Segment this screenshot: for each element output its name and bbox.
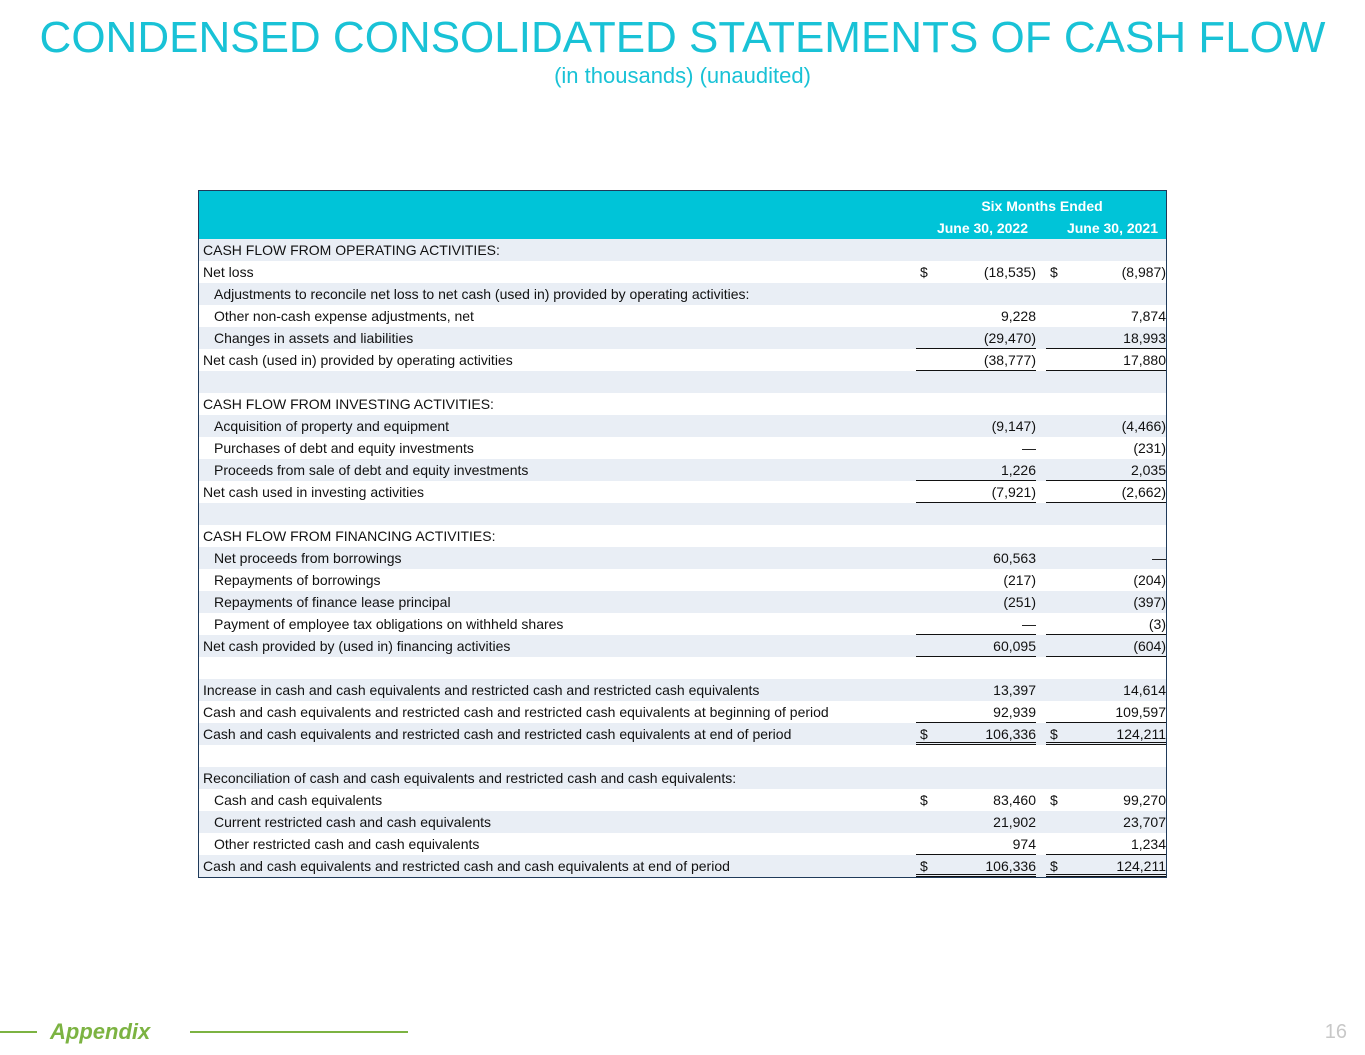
value-cell-2022 <box>916 547 1036 569</box>
row-label: Repayments of borrowings <box>214 572 381 588</box>
table-header <box>199 191 1166 239</box>
period-group-header: Six Months Ended <box>981 198 1103 214</box>
table-row <box>199 657 1166 679</box>
amount-value: (2,662) <box>1121 484 1166 500</box>
table-row <box>199 547 1166 569</box>
table-row <box>199 701 1166 723</box>
value-cell-2022 <box>916 349 1036 371</box>
table-row <box>199 591 1166 613</box>
value-cell-2021 <box>1046 481 1166 503</box>
table-row <box>199 349 1166 371</box>
row-label: Cash and cash equivalents and restricted cash and cash equivalents at end of period <box>203 858 730 874</box>
table-body <box>199 239 1166 877</box>
footer-divider-left <box>0 1031 37 1033</box>
value-cell-2022 <box>916 635 1036 657</box>
amount-value: 99,270 <box>1123 792 1166 808</box>
row-label: Net cash (used in) provided by operating activities <box>203 352 513 368</box>
amount-value: (4,466) <box>1121 418 1166 434</box>
amount-value: (217) <box>1003 572 1036 588</box>
value-cell-2021 <box>1046 701 1166 723</box>
table-row <box>199 613 1166 635</box>
row-label: Reconciliation of cash and cash equivalents and restricted cash and cash equivalents: <box>203 770 737 786</box>
row-label: Payment of employee tax obligations on withheld shares <box>214 616 564 632</box>
value-cell-2022 <box>916 657 1036 679</box>
amount-value: (604) <box>1133 638 1166 654</box>
row-label: Cash and cash equivalents and restricted cash and restricted cash equivalents at end of period <box>203 726 792 742</box>
currency-symbol: $ <box>1050 264 1058 280</box>
table-row <box>199 437 1166 459</box>
value-cell-2021 <box>1046 569 1166 591</box>
value-cell-2021 <box>1046 657 1166 679</box>
amount-value: — <box>1022 616 1036 632</box>
row-label: Changes in assets and liabilities <box>214 330 414 346</box>
table-row <box>199 305 1166 327</box>
amount-value: (8,987) <box>1121 264 1166 280</box>
value-cell-2021 <box>1046 745 1166 767</box>
row-label: Increase in cash and cash equivalents and restricted cash and restricted cash equivalents <box>203 682 760 698</box>
row-label: Repayments of finance lease principal <box>214 594 451 610</box>
value-cell-2022 <box>916 283 1036 305</box>
amount-value: 21,902 <box>993 814 1036 830</box>
table-row <box>199 811 1166 833</box>
table-row <box>199 635 1166 657</box>
value-cell-2021 <box>1046 459 1166 481</box>
currency-symbol: $ <box>1050 792 1058 808</box>
amount-value: 106,336 <box>985 858 1036 874</box>
currency-symbol: $ <box>920 726 928 742</box>
table-row <box>199 525 1166 547</box>
amount-value: (7,921) <box>991 484 1036 500</box>
value-cell-2021 <box>1046 371 1166 393</box>
value-cell-2021 <box>1046 833 1166 855</box>
row-label: Acquisition of property and equipment <box>214 418 450 434</box>
column-header-2022: June 30, 2022 <box>936 220 1028 236</box>
page-title: CONDENSED CONSOLIDATED STATEMENTS OF CASH FLOW <box>39 13 1326 62</box>
amount-value: 14,614 <box>1123 682 1166 698</box>
value-cell-2022 <box>916 855 1036 877</box>
value-cell-2022 <box>916 371 1036 393</box>
row-label: Cash and cash equivalents <box>214 792 383 808</box>
row-label: Purchases of debt and equity investments <box>214 440 474 456</box>
amount-value: 60,563 <box>993 550 1036 566</box>
table-row <box>199 283 1166 305</box>
row-label: Cash and cash equivalents and restricted cash and restricted cash equivalents at beginning of period <box>203 704 829 720</box>
amount-value: 106,336 <box>985 726 1036 742</box>
value-cell-2021 <box>1046 349 1166 371</box>
page-number: 16 <box>1324 1021 1347 1043</box>
footer-divider-right <box>190 1031 408 1033</box>
amount-value: — <box>1022 440 1036 456</box>
value-cell-2022 <box>916 525 1036 547</box>
table-row <box>199 261 1166 283</box>
value-cell-2022 <box>916 239 1036 261</box>
row-label: Net proceeds from borrowings <box>214 550 402 566</box>
row-label: Adjustments to reconcile net loss to net cash (used in) provided by operating activities: <box>214 286 750 302</box>
table-row <box>199 327 1166 349</box>
value-cell-2022 <box>916 811 1036 833</box>
amount-value: 974 <box>1012 836 1036 852</box>
table-row <box>199 481 1166 503</box>
page-subtitle: (in thousands) (unaudited) <box>554 63 811 88</box>
value-cell-2022 <box>916 833 1036 855</box>
value-cell-2022 <box>916 393 1036 415</box>
value-cell-2022 <box>916 745 1036 767</box>
table-row <box>199 767 1166 789</box>
value-cell-2021 <box>1046 591 1166 613</box>
table-row <box>199 723 1166 745</box>
amount-value: (18,535) <box>983 264 1036 280</box>
amount-value: — <box>1152 550 1166 566</box>
row-label: Net loss <box>203 264 254 280</box>
table-row <box>199 855 1166 877</box>
value-cell-2021 <box>1046 723 1166 745</box>
amount-value: 124,211 <box>1116 858 1166 874</box>
table-row <box>199 833 1166 855</box>
amount-value: 13,397 <box>993 682 1036 698</box>
value-cell-2022 <box>916 415 1036 437</box>
table-row <box>199 679 1166 701</box>
value-cell-2022 <box>916 767 1036 789</box>
table-row <box>199 239 1166 261</box>
row-label: CASH FLOW FROM OPERATING ACTIVITIES: <box>203 242 500 258</box>
amount-value: (9,147) <box>991 418 1036 434</box>
value-cell-2021 <box>1046 525 1166 547</box>
value-cell-2022 <box>916 437 1036 459</box>
row-label: Net cash used in investing activities <box>203 484 424 500</box>
currency-symbol: $ <box>1050 858 1058 874</box>
value-cell-2021 <box>1046 679 1166 701</box>
amount-value: (397) <box>1133 594 1166 610</box>
amount-value: 109,597 <box>1115 704 1166 720</box>
value-cell-2022 <box>916 569 1036 591</box>
value-cell-2022 <box>916 503 1036 525</box>
value-cell-2021 <box>1046 437 1166 459</box>
table-row <box>199 371 1166 393</box>
value-cell-2021 <box>1046 283 1166 305</box>
row-label: Other restricted cash and cash equivalents <box>214 836 480 852</box>
row-label: CASH FLOW FROM INVESTING ACTIVITIES: <box>203 396 494 412</box>
table-row <box>199 393 1166 415</box>
value-cell-2021 <box>1046 261 1166 283</box>
table-row <box>199 459 1166 481</box>
amount-value: 9,228 <box>1000 308 1036 324</box>
amount-value: (204) <box>1133 572 1166 588</box>
value-cell-2021 <box>1046 855 1166 877</box>
value-cell-2022 <box>916 261 1036 283</box>
value-cell-2022 <box>916 679 1036 701</box>
value-cell-2021 <box>1046 415 1166 437</box>
value-cell-2022 <box>916 459 1036 481</box>
cash-flow-table <box>198 190 1167 878</box>
amount-value: (3) <box>1148 616 1166 632</box>
column-header-2021: June 30, 2021 <box>1066 220 1158 236</box>
amount-value: 23,707 <box>1123 814 1166 830</box>
amount-value: 1,226 <box>1000 462 1036 478</box>
value-cell-2022 <box>916 701 1036 723</box>
amount-value: (251) <box>1003 594 1036 610</box>
value-cell-2022 <box>916 305 1036 327</box>
amount-value: (38,777) <box>983 352 1036 368</box>
row-label: CASH FLOW FROM FINANCING ACTIVITIES: <box>203 528 496 544</box>
value-cell-2021 <box>1046 613 1166 635</box>
currency-symbol: $ <box>920 858 928 874</box>
amount-value: 7,874 <box>1130 308 1166 324</box>
currency-symbol: $ <box>920 264 928 280</box>
amount-value: 124,211 <box>1116 726 1166 742</box>
footer-section-label: Appendix <box>50 1019 151 1044</box>
table-row <box>199 745 1166 767</box>
amount-value: 92,939 <box>993 704 1036 720</box>
amount-value: 1,234 <box>1130 836 1166 852</box>
table-row <box>199 415 1166 437</box>
amount-value: 83,460 <box>993 792 1036 808</box>
value-cell-2021 <box>1046 635 1166 657</box>
table-row <box>199 789 1166 811</box>
amount-value: 17,880 <box>1123 352 1166 368</box>
value-cell-2021 <box>1046 393 1166 415</box>
value-cell-2022 <box>916 613 1036 635</box>
table-row <box>199 569 1166 591</box>
row-label: Other non-cash expense adjustments, net <box>214 308 474 324</box>
amount-value: (231) <box>1133 440 1166 456</box>
value-cell-2021 <box>1046 305 1166 327</box>
amount-value: 18,993 <box>1123 330 1166 346</box>
value-cell-2021 <box>1046 327 1166 349</box>
value-cell-2021 <box>1046 811 1166 833</box>
table-row <box>199 503 1166 525</box>
amount-value: 2,035 <box>1130 462 1166 478</box>
amount-value: 60,095 <box>993 638 1036 654</box>
value-cell-2022 <box>916 327 1036 349</box>
value-cell-2021 <box>1046 767 1166 789</box>
row-label: Current restricted cash and cash equivalents <box>214 814 492 830</box>
value-cell-2021 <box>1046 789 1166 811</box>
value-cell-2021 <box>1046 547 1166 569</box>
value-cell-2022 <box>916 591 1036 613</box>
value-cell-2021 <box>1046 503 1166 525</box>
amount-value: (29,470) <box>983 330 1036 346</box>
value-cell-2022 <box>916 789 1036 811</box>
row-label: Proceeds from sale of debt and equity investments <box>214 462 529 478</box>
value-cell-2021 <box>1046 239 1166 261</box>
currency-symbol: $ <box>1050 726 1058 742</box>
value-cell-2022 <box>916 481 1036 503</box>
value-cell-2022 <box>916 723 1036 745</box>
row-label: Net cash provided by (used in) financing activities <box>203 638 511 654</box>
currency-symbol: $ <box>920 792 928 808</box>
